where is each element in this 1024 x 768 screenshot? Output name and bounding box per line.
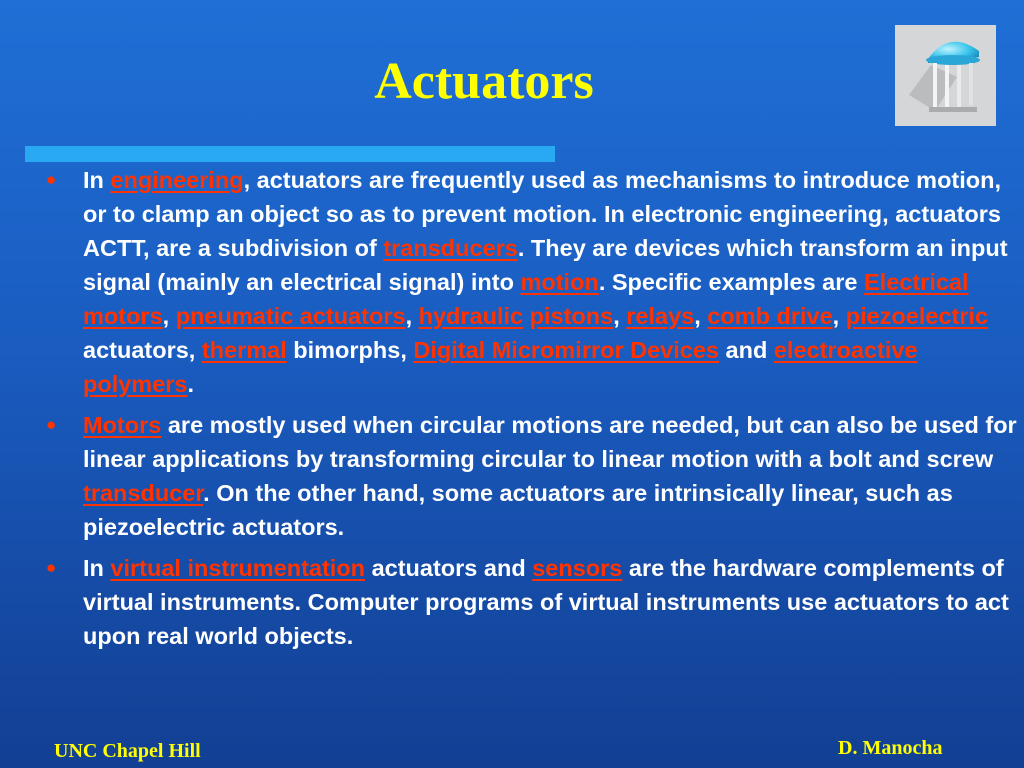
bullet-dot-icon: ● bbox=[46, 170, 57, 189]
hyperlink[interactable]: motion bbox=[520, 269, 599, 295]
bullet-text: are mostly used when circular motions are needed, but can also be used for linear applications by transforming circular to linear motion with a bolt and screw bbox=[83, 412, 1017, 472]
bullet-text: . On the other hand, some actuators are intrinsically linear, such as piezoelectric actuators. bbox=[83, 480, 953, 540]
hyperlink[interactable]: thermal bbox=[201, 337, 287, 363]
hyperlink[interactable]: relays bbox=[626, 303, 695, 329]
hyperlink[interactable]: comb drive bbox=[707, 303, 833, 329]
hyperlink[interactable]: Motors bbox=[83, 412, 162, 438]
bullet-item bbox=[42, 408, 1017, 544]
bullet-item bbox=[42, 163, 1017, 401]
footer-institution: UNC Chapel Hill bbox=[54, 740, 201, 762]
old-well-icon bbox=[895, 25, 996, 126]
hyperlink[interactable]: pistons bbox=[529, 303, 614, 329]
bullet-text: actuators and bbox=[365, 555, 533, 581]
hyperlink[interactable]: sensors bbox=[532, 555, 623, 581]
bullet-text: actuators, bbox=[83, 337, 202, 363]
bullet-text: , bbox=[694, 303, 708, 329]
slide-title: Actuators bbox=[374, 53, 594, 110]
hyperlink[interactable]: Electrical motors bbox=[83, 269, 969, 329]
bullet-text: , actuators are frequently used as mechanisms to introduce motion, or to clamp an object so as to prevent motion. In electronic engineering, actuators ACTT, are a subdivision of bbox=[83, 167, 1002, 261]
bullet-text: In bbox=[83, 167, 111, 193]
bullet-text: , bbox=[162, 303, 176, 329]
hyperlink[interactable]: hydraulic bbox=[418, 303, 524, 329]
hyperlink[interactable]: pneumatic actuators bbox=[175, 303, 406, 329]
hyperlink[interactable]: transducers bbox=[383, 235, 518, 261]
bullet-text: and bbox=[719, 337, 774, 363]
hyperlink[interactable]: Digital Micromirror Devices bbox=[413, 337, 719, 363]
bullet-item bbox=[42, 551, 1017, 653]
bullet-text: In bbox=[83, 555, 111, 581]
bullet-text: . Specific examples are bbox=[598, 269, 864, 295]
bullet-dot-icon: ● bbox=[46, 558, 57, 577]
bullet-text: , bbox=[613, 303, 627, 329]
hyperlink[interactable]: piezoelectric bbox=[845, 303, 989, 329]
hyperlink[interactable]: electroactive polymers bbox=[83, 337, 918, 397]
bullet-text: . They are devices which transform an input signal (mainly an electrical signal) into bbox=[83, 235, 1008, 295]
hyperlink[interactable]: transducer bbox=[83, 480, 204, 506]
bullet-text: , bbox=[405, 303, 419, 329]
bullet-text: bimorphs, bbox=[286, 337, 414, 363]
footer-author: D. Manocha bbox=[838, 737, 943, 759]
hyperlink[interactable]: virtual instrumentation bbox=[110, 555, 366, 581]
bullet-dot-icon: ● bbox=[46, 415, 57, 434]
logo bbox=[895, 25, 996, 126]
hyperlink[interactable]: engineering bbox=[110, 167, 244, 193]
bullet-text: are the hardware complements of virtual instruments. Computer programs of virtual instruments use actuators to act upon real world objects. bbox=[83, 555, 1009, 649]
title-divider bbox=[25, 146, 555, 162]
bullet-text: . bbox=[187, 371, 195, 397]
bullet-list bbox=[42, 163, 1017, 660]
bullet-text: , bbox=[832, 303, 846, 329]
